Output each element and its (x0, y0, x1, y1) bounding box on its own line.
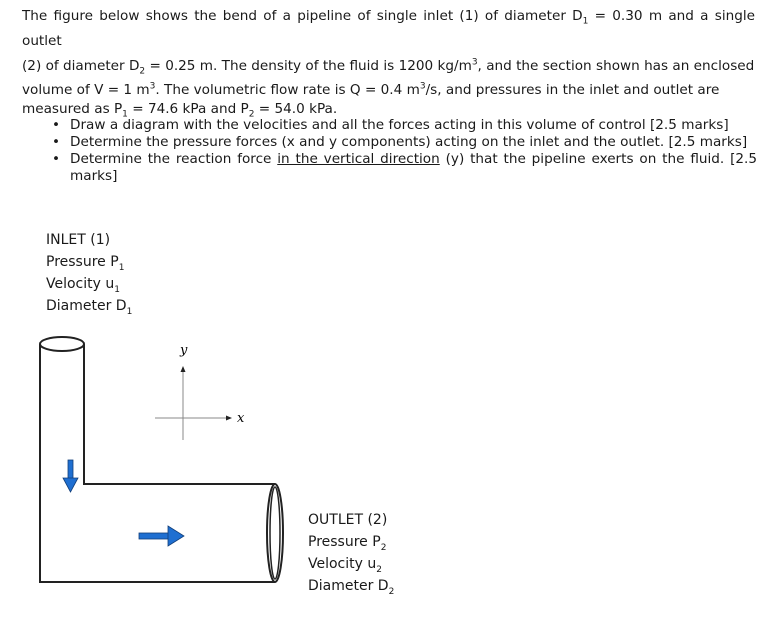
text-run: = 0.30 m and a single outlet (22, 8, 755, 49)
text-run: The figure below shows the bend of a pipeline of single inlet (1) of diameter D (22, 8, 583, 24)
subscript: 1 (582, 16, 589, 27)
bullet-icon: • (52, 117, 61, 133)
subscript: 1 (126, 306, 133, 317)
subscript: 1 (114, 284, 120, 295)
subscript: 2 (139, 66, 146, 77)
subscript: 2 (248, 109, 255, 120)
superscript: 3 (419, 81, 426, 92)
text-run: . The volumetric flow rate is Q = 0.4 m (155, 82, 420, 98)
pipe-bend-outline (40, 344, 275, 582)
task-text: Determine the reaction force (70, 151, 278, 167)
inlet-opening (40, 337, 84, 351)
task-text: (y) that the pipeline exerts on the fluid. [2.5 marks] (70, 151, 757, 184)
label-text: Velocity u (46, 276, 115, 292)
x-axis-label: x (237, 411, 245, 426)
label-text: Velocity u (308, 556, 377, 572)
task-text: Draw a diagram with the velocities and all the forces acting in this volume of control [2.5 marks] (70, 117, 729, 133)
y-axis-label: y (180, 343, 188, 358)
subscript: 2 (388, 586, 395, 597)
down-flow-arrow-icon (63, 460, 78, 492)
text-run: = 0.25 m. The density of the fluid is 1200 kg/m (145, 58, 472, 74)
text-run: measured as P (22, 101, 123, 117)
label-text: Pressure P (308, 534, 381, 550)
right-flow-arrow-icon (139, 526, 184, 546)
subscript: 2 (380, 542, 387, 553)
text-run: volume of V = 1 m (22, 82, 150, 98)
subscript: 2 (376, 564, 382, 575)
text-run: = 54.0 kPa. (254, 101, 338, 117)
superscript: 3 (471, 57, 478, 68)
text-run: = 74.6 kPa and P (127, 101, 249, 117)
text-run: , and the section shown has an enclosed (477, 58, 755, 74)
bullet-icon: • (52, 134, 61, 150)
outlet-title: OUTLET (2) (308, 512, 388, 528)
task-text: Determine the pressure forces (x and y components) acting on the inlet and the outlet. [2.5 marks] (70, 134, 748, 150)
superscript: 3 (149, 81, 156, 92)
subscript: 1 (122, 109, 128, 120)
underlined-text: in the vertical direction (277, 151, 440, 167)
label-text: Diameter D (308, 578, 389, 594)
bullet-icon: • (52, 151, 61, 167)
y-axis-arrowhead-icon (181, 366, 186, 372)
coordinate-axes (155, 343, 245, 440)
subscript: 1 (118, 262, 125, 273)
x-axis-arrowhead-icon (226, 416, 232, 421)
label-text: Diameter D (46, 298, 127, 314)
text-run: (2) of diameter D (22, 58, 140, 74)
text-run: /s, and pressures in the inlet and outlet are (425, 82, 720, 98)
inlet-title: INLET (1) (46, 232, 111, 248)
label-text: Pressure P (46, 254, 119, 270)
